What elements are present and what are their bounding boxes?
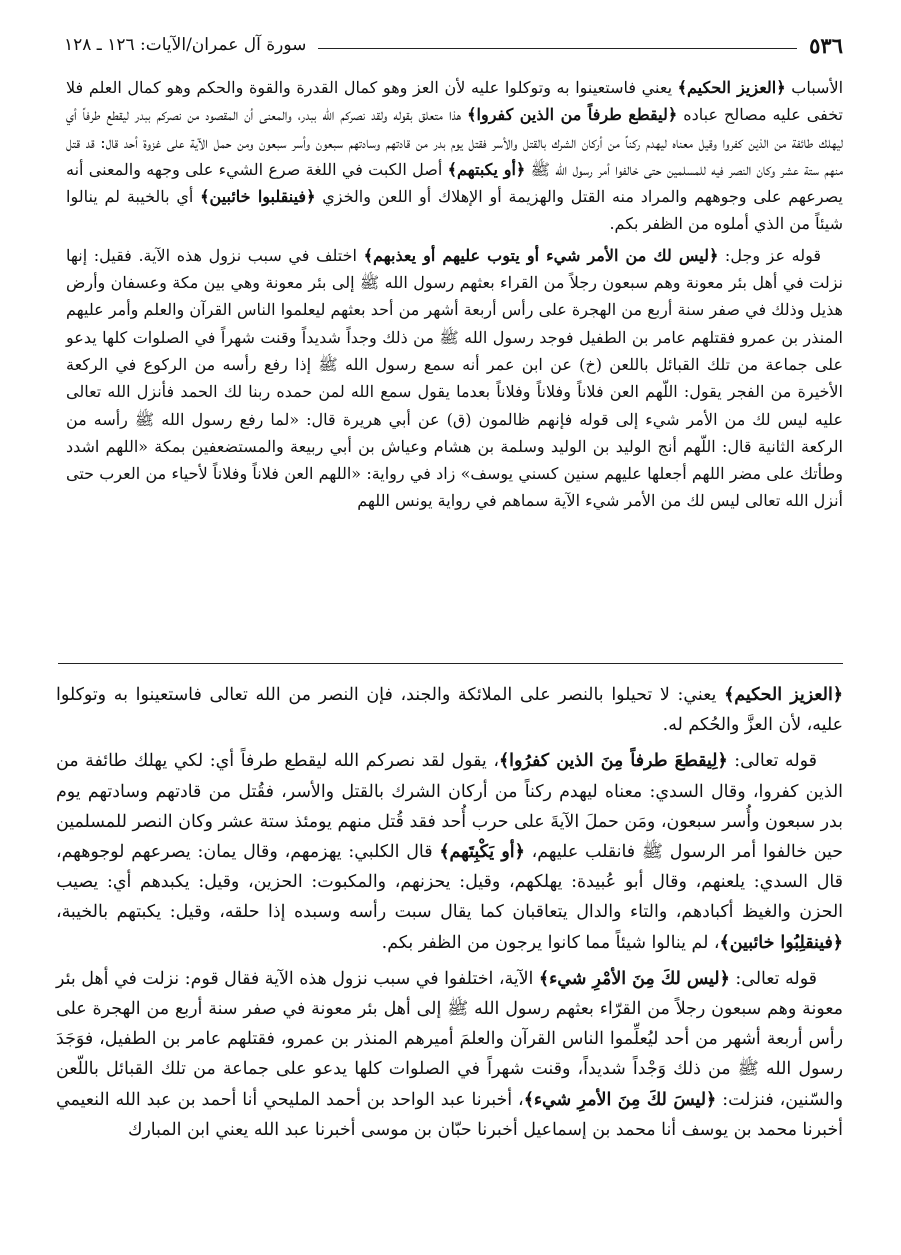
running-header <box>64 30 843 60</box>
text-run: اختلف في سبب نزول هذه الآية. فقيل: إنها نزلت في أهل بئر معونة وهم سبعون رجلاً من القراء بعثهم رسول الله ﷺ إلى بئر معونة وهي بين مكة وعسفان وأرض هذيل وذلك في صفر سنة أربع من الهجرة على رأس أربعة أشهر من أحد بعثهم ليعلموا الناس القرآن والعلم وأمر عليهم المنذر بن عمرو فقتلهم عامر بن الطفيل فوجد رسول الله ﷺ من ذلك وجداً شديداً وقنت شهراً في الصلوات كلها يدعو على جماعة من تلك القبائل باللعن (خ) عن ابن عمر أنه سمع رسول الله ﷺ إذا رفع رأسه من الركوع في الركعة الأخيرة من الفجر يقول: اللّهم العن فلاناً وفلاناً وفلاناً بعدما يقول سمع الله لمن حمده ربنا لك الحمد فأنزل الله تعالى عليه ليس لك من الأمر شيء إلى قوله فإنهم ظالمون (ق) عن أبي هريرة قال: «لما رفع رسول الله ﷺ رأسه من الركعة الثانية قال: اللّهم أنج الوليد بن الوليد وسلمة بن هشام وعياش بن أبي ربيعة والمستضعفين بمكة «اللهم اشدد وطأتك على مضر اللهم أجعلها عليهم سنين كسني يوسف» زاد في رواية: «اللهم العن فلاناً وفلاناً لأحياء من العرب حتى أنزل الله تعالى ليس لك من الأمر شيء الآية سماهم في رواية يونس اللهم <box>66 245 844 511</box>
upper-paragraph-2 <box>66 242 843 515</box>
lower-paragraph-2 <box>56 746 843 957</box>
text-run: يعني: لا تحيلوا بالنصر على الملائكة والجند، فإن النصر من الله تعالى فاستعينوا به وتوكلوا عليه، لأن العزَّ والحُكم له. <box>56 685 843 736</box>
text-run: الأسباب <box>785 78 844 97</box>
text-run: ، أخبرنا عبد الواحد بن أحمد المليحي أنا أحمد بن عبد الله النعيمي أخبرنا محمد بن يوسف أنا محمد بن إسماعيل أخبرنا حبّان بن موسى أخبرنا عبد الله يعني ابن المبارك <box>56 1089 843 1140</box>
quran-quote: ﴿العزيز الحكيم﴾ <box>677 78 786 97</box>
quran-quote: ﴿فينقلبوا خائبين﴾ <box>200 187 316 207</box>
quran-quote: ﴿أو يَكْبِتَهم﴾ <box>439 842 525 863</box>
text-run: ، يقول لقد نصركم الله ليقطع طرفاً أي: لكي يهلك طائفة من الذين كفروا، وقال السدي: معناه ليهدم ركناً من أركان الشرك بالقتل والأسر، فقُتل من قادتهم وسادتهم يوم بدر سبعون وأُسر سبعون، ومَن حملَ الآيةَ على حرب أُحد فقد قُتل منهم يومئذ ستة عشر وكان النصر للمسلمين حين خالفوا أمر الرسول ﷺ فانقلب عليهم، <box>56 751 843 863</box>
text-run: الآية، اختلفوا في سبب نزول هذه الآية فقال قوم: نزلت في أهل بئر معونة وهم سبعون رجلاً من القرّاء بعثهم رسول الله ﷺ إلى أهل بئر معونة في صفر سنة أربع من الهجرة على رأس أربعة أشهر من أحد ليُعلِّموا الناس القرآن والعلمَ أميرهم المنذر بن عمرو، فقتلهم عامر بن الطفيل، فوَجَدَ رسول الله ﷺ من ذلك وَجْداً شديداً، وقنت شهراً في الصلوات كلها يدعو على جماعة من تلك القبائل باللّعن والسّنين، فنزلت: <box>56 968 844 1110</box>
quran-quote: ﴿أو يكبتهم﴾ <box>447 159 526 179</box>
upper-paragraph-1 <box>66 74 843 238</box>
text-run: يعني فاستعينوا به وتوكلوا عليه لأن العز وهو كمال القدرة والقوة والحكم وهو كمال العلم فلا تخفى عليه مصالح عباده <box>66 78 843 125</box>
quran-quote: ﴿ليس لك من الأمر شيء أو يتوب عليهم أو يعذبهم﴾ <box>363 245 719 265</box>
text-run: هذا متعلق بقوله ولقد نصركم الله ببدر، والمعنى أن المقصود من نصركم ببدر ليقطع طرفاً أي ليهلك طائفة من الذين كفروا وقيل معناه ليهدم ركناً من أركان الشرك بالقتل والأسر فقتل يوم بدر من قادتهم وسادتهم سبعون وأسر سبعون ومن حمل الآية على غزوة أحد قال: قد قتل منهم ستة عشر وكان النصر فيه للمسلمين حتى خالفوا أمر رسول الله ﷺ <box>66 105 844 179</box>
header-title: سورة آل عمران/الآيات: ١٢٦ ـ ١٢٨ <box>64 35 307 55</box>
quran-quote: ﴿العزيز الحكيم﴾ <box>724 685 843 705</box>
lower-paragraph-1 <box>56 680 843 740</box>
quran-quote: ﴿ليسَ لكَ مِنَ الأمرِ شيء﴾ <box>523 1089 717 1110</box>
lower-commentary <box>56 680 843 1145</box>
quran-quote: ﴿ليقطع طرفاً من الذين كفروا﴾ <box>467 105 678 125</box>
text-run: قوله عز وجل: <box>718 245 822 265</box>
text-run: قوله تعالى: <box>727 751 817 772</box>
header-rule <box>318 48 797 49</box>
lower-paragraph-3 <box>56 964 843 1145</box>
quran-quote: ﴿فينقلِبُوا خائبين﴾ <box>719 932 843 953</box>
quran-quote: ﴿ليس لكَ مِنَ الأمْرِ شيء﴾ <box>538 968 730 989</box>
page-number: ٥٣٦ <box>809 32 843 58</box>
upper-commentary <box>66 74 843 515</box>
section-divider <box>58 663 843 664</box>
text-run: أصل الكبت في اللغة صرع الشيء على وجهه والمعنى أنه يصرعهم على وجوههم والمراد منه القتل والهزيمة أو الإهلاك أو اللعن والخزي <box>66 159 844 207</box>
text-run: قوله تعالى: <box>729 968 817 989</box>
text-run: أي بالخيبة لم ينالوا شيئاً من الذي أملوه من الظفر بكم. <box>66 187 843 234</box>
quran-quote: ﴿لِيقطعَ طرفاً مِنَ الذين كفرُوا﴾ <box>498 751 728 772</box>
text-run: ، لم ينالوا شيئاً مما كانوا يرجون من الظفر بكم. <box>381 932 720 953</box>
text-run: قال الكلبي: يهزمهم، وقال يمان: يصرعهم لوجوههم، قال السدي: يلعنهم، وقال أبو عُبيدة: يهلكهم، وقيل: يحزنهم، والمكبوت: الحزين، وقيل: يكبدهم أي: يصيب الحزن والغيظ أكبادهم، والتاء والدال يتعاقبان كما يقال سبت رأسه وسبده إذا حلقه، وقيل: يكبتهم بالخيبة، <box>56 842 843 923</box>
